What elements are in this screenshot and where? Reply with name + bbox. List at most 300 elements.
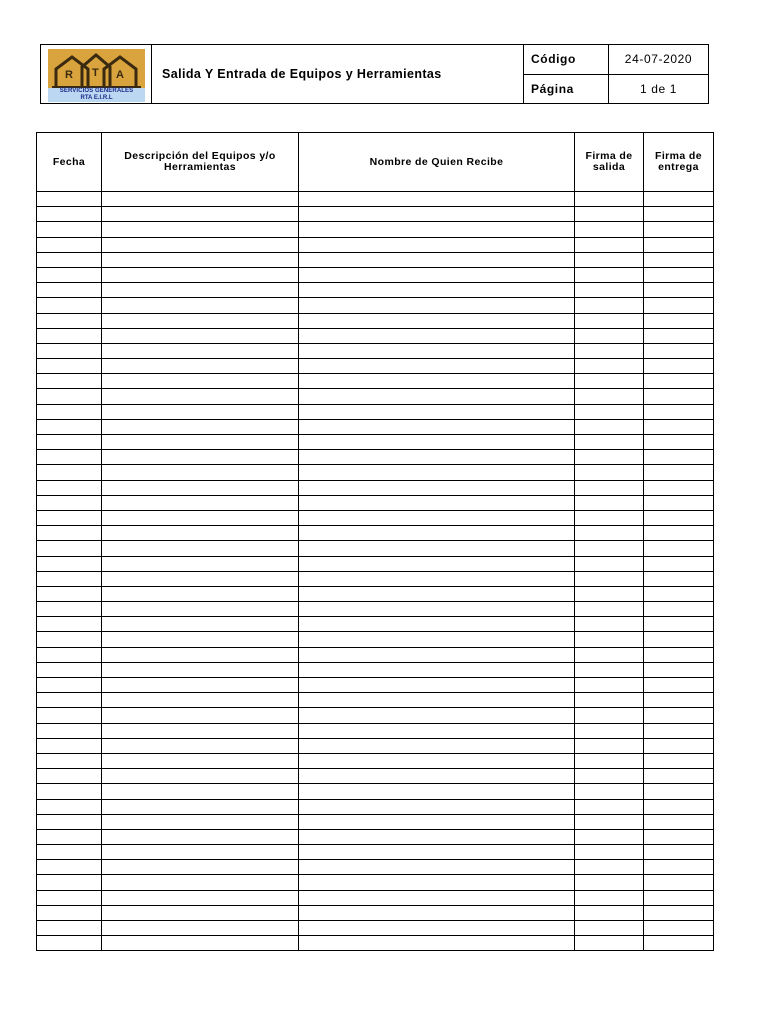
table-cell[interactable] <box>644 359 714 374</box>
table-cell[interactable] <box>299 662 575 677</box>
table-cell[interactable] <box>575 495 644 510</box>
column-header-fecha: Fecha <box>37 133 102 192</box>
table-cell[interactable] <box>102 678 299 693</box>
table-cell[interactable] <box>575 586 644 601</box>
table-cell[interactable] <box>575 799 644 814</box>
table-cell[interactable] <box>37 374 102 389</box>
table-cell[interactable] <box>102 860 299 875</box>
table-cell[interactable] <box>37 283 102 298</box>
table-cell[interactable] <box>644 845 714 860</box>
table-cell[interactable] <box>644 708 714 723</box>
table-cell[interactable] <box>102 328 299 343</box>
table-cell[interactable] <box>37 905 102 920</box>
table-cell[interactable] <box>299 343 575 358</box>
equipment-log-table <box>36 132 714 951</box>
table-cell[interactable] <box>575 632 644 647</box>
table-row <box>37 753 714 768</box>
table-cell[interactable] <box>575 875 644 890</box>
table-cell[interactable] <box>37 693 102 708</box>
table-cell[interactable] <box>37 723 102 738</box>
table-cell[interactable] <box>299 784 575 799</box>
table-cell[interactable] <box>644 678 714 693</box>
table-cell[interactable] <box>299 267 575 282</box>
table-cell[interactable] <box>102 571 299 586</box>
table-cell[interactable] <box>299 556 575 571</box>
table-cell[interactable] <box>102 875 299 890</box>
table-cell[interactable] <box>575 389 644 404</box>
table-row <box>37 662 714 677</box>
table-cell[interactable] <box>644 571 714 586</box>
table-cell[interactable] <box>644 298 714 313</box>
table-cell[interactable] <box>644 510 714 525</box>
table-cell[interactable] <box>102 936 299 951</box>
table-row <box>37 328 714 343</box>
table-cell[interactable] <box>575 723 644 738</box>
table-row <box>37 237 714 252</box>
table-cell[interactable] <box>575 678 644 693</box>
table-cell[interactable] <box>37 647 102 662</box>
table-cell[interactable] <box>575 465 644 480</box>
logo-letter-a: A <box>116 69 124 81</box>
table-cell[interactable] <box>102 632 299 647</box>
table-row <box>37 875 714 890</box>
table-cell[interactable] <box>102 602 299 617</box>
table-cell[interactable] <box>102 480 299 495</box>
table-cell[interactable] <box>575 693 644 708</box>
table-cell[interactable] <box>575 602 644 617</box>
table-cell[interactable] <box>299 753 575 768</box>
table-cell[interactable] <box>644 936 714 951</box>
table-cell[interactable] <box>37 738 102 753</box>
table-cell[interactable] <box>575 738 644 753</box>
table-cell[interactable] <box>37 207 102 222</box>
table-row <box>37 693 714 708</box>
table-cell[interactable] <box>299 283 575 298</box>
table-cell[interactable] <box>644 237 714 252</box>
table-cell[interactable] <box>299 359 575 374</box>
table-cell[interactable] <box>37 435 102 450</box>
table-cell[interactable] <box>575 435 644 450</box>
table-cell[interactable] <box>299 419 575 434</box>
table-cell[interactable] <box>575 267 644 282</box>
table-cell[interactable] <box>644 693 714 708</box>
table-cell[interactable] <box>102 586 299 601</box>
table-cell[interactable] <box>575 510 644 525</box>
table-cell[interactable] <box>37 222 102 237</box>
table-cell[interactable] <box>644 602 714 617</box>
table-row <box>37 267 714 282</box>
table-cell[interactable] <box>575 480 644 495</box>
table-cell[interactable] <box>37 237 102 252</box>
table-row <box>37 283 714 298</box>
table-cell[interactable] <box>299 693 575 708</box>
table-cell[interactable] <box>299 237 575 252</box>
column-header-nombre: Nombre de Quien Recibe <box>299 133 575 192</box>
table-cell[interactable] <box>575 541 644 556</box>
table-cell[interactable] <box>299 510 575 525</box>
table-cell[interactable] <box>37 359 102 374</box>
table-cell[interactable] <box>299 313 575 328</box>
table-cell[interactable] <box>299 298 575 313</box>
table-cell[interactable] <box>299 905 575 920</box>
table-cell[interactable] <box>644 632 714 647</box>
table-row <box>37 343 714 358</box>
table-row <box>37 222 714 237</box>
table-row <box>37 936 714 951</box>
table-cell[interactable] <box>299 571 575 586</box>
table-cell[interactable] <box>575 845 644 860</box>
table-cell[interactable] <box>299 602 575 617</box>
table-cell[interactable] <box>102 617 299 632</box>
table-cell[interactable] <box>37 678 102 693</box>
table-cell[interactable] <box>644 647 714 662</box>
table-cell[interactable] <box>644 465 714 480</box>
table-cell[interactable] <box>37 860 102 875</box>
table-cell[interactable] <box>299 829 575 844</box>
table-cell[interactable] <box>102 845 299 860</box>
table-cell[interactable] <box>102 693 299 708</box>
table-cell[interactable] <box>37 632 102 647</box>
table-cell[interactable] <box>299 450 575 465</box>
table-cell[interactable] <box>299 389 575 404</box>
table-cell[interactable] <box>644 723 714 738</box>
table-cell[interactable] <box>102 753 299 768</box>
table-cell[interactable] <box>644 875 714 890</box>
table-row <box>37 526 714 541</box>
table-cell[interactable] <box>575 860 644 875</box>
table-cell[interactable] <box>102 252 299 267</box>
table-cell[interactable] <box>102 343 299 358</box>
table-cell[interactable] <box>102 267 299 282</box>
table-cell[interactable] <box>37 526 102 541</box>
table-cell[interactable] <box>37 328 102 343</box>
table-cell[interactable] <box>37 571 102 586</box>
table-cell[interactable] <box>299 921 575 936</box>
table-cell[interactable] <box>644 860 714 875</box>
table-cell[interactable] <box>299 207 575 222</box>
table-row <box>37 313 714 328</box>
table-cell[interactable] <box>299 936 575 951</box>
table-cell[interactable] <box>644 738 714 753</box>
table-cell[interactable] <box>644 343 714 358</box>
table-cell[interactable] <box>644 784 714 799</box>
code-value: 24-07-2020 <box>609 45 709 75</box>
table-cell[interactable] <box>102 556 299 571</box>
table-cell[interactable] <box>644 283 714 298</box>
table-cell[interactable] <box>299 708 575 723</box>
document-title: Salida Y Entrada de Equipos y Herramientas <box>152 45 524 104</box>
table-cell[interactable] <box>37 890 102 905</box>
logo-line-1: SERVICIOS GENERALES <box>59 88 134 94</box>
table-cell[interactable] <box>644 267 714 282</box>
table-cell[interactable] <box>102 495 299 510</box>
table-cell[interactable] <box>37 753 102 768</box>
table-cell[interactable] <box>299 374 575 389</box>
table-cell[interactable] <box>37 465 102 480</box>
table-cell[interactable] <box>644 450 714 465</box>
table-row <box>37 450 714 465</box>
table-cell[interactable] <box>575 936 644 951</box>
table-row <box>37 495 714 510</box>
table-cell[interactable] <box>299 632 575 647</box>
table-cell[interactable] <box>575 829 644 844</box>
table-cell[interactable] <box>299 769 575 784</box>
table-cell[interactable] <box>299 738 575 753</box>
table-row <box>37 829 714 844</box>
table-cell[interactable] <box>102 389 299 404</box>
table-cell[interactable] <box>299 875 575 890</box>
table-cell[interactable] <box>644 769 714 784</box>
table-cell[interactable] <box>575 556 644 571</box>
table-row <box>37 738 714 753</box>
table-cell[interactable] <box>644 207 714 222</box>
table-body <box>37 192 714 951</box>
column-header-firma-entrega: Firma de entrega <box>644 133 714 192</box>
table-cell[interactable] <box>37 556 102 571</box>
table-cell[interactable] <box>102 419 299 434</box>
table-cell[interactable] <box>575 359 644 374</box>
table-cell[interactable] <box>575 450 644 465</box>
table-row <box>37 860 714 875</box>
table-cell[interactable] <box>644 419 714 434</box>
table-row <box>37 510 714 525</box>
table-cell[interactable] <box>299 890 575 905</box>
table-row <box>37 419 714 434</box>
table-cell[interactable] <box>37 921 102 936</box>
table-cell[interactable] <box>37 389 102 404</box>
table-cell[interactable] <box>102 404 299 419</box>
logo-cell <box>41 45 152 104</box>
table-cell[interactable] <box>102 237 299 252</box>
table-cell[interactable] <box>575 708 644 723</box>
table-cell[interactable] <box>102 450 299 465</box>
table-cell[interactable] <box>37 602 102 617</box>
table-row <box>37 465 714 480</box>
table-cell[interactable] <box>299 814 575 829</box>
table-cell[interactable] <box>299 222 575 237</box>
table-cell[interactable] <box>575 404 644 419</box>
table-row <box>37 192 714 207</box>
table-cell[interactable] <box>102 647 299 662</box>
company-logo <box>48 49 145 102</box>
table-row <box>37 905 714 920</box>
table-cell[interactable] <box>102 192 299 207</box>
table-cell[interactable] <box>644 328 714 343</box>
table-cell[interactable] <box>575 343 644 358</box>
table-cell[interactable] <box>102 662 299 677</box>
table-cell[interactable] <box>299 435 575 450</box>
page-value: 1 de 1 <box>609 74 709 104</box>
table-row <box>37 252 714 267</box>
table-cell[interactable] <box>102 738 299 753</box>
table-cell[interactable] <box>102 541 299 556</box>
table-cell[interactable] <box>575 419 644 434</box>
table-cell[interactable] <box>37 252 102 267</box>
table-cell[interactable] <box>299 526 575 541</box>
table-cell[interactable] <box>575 252 644 267</box>
table-cell[interactable] <box>37 784 102 799</box>
table-cell[interactable] <box>37 404 102 419</box>
table-row <box>37 389 714 404</box>
table-cell[interactable] <box>37 192 102 207</box>
table-cell[interactable] <box>102 708 299 723</box>
table-cell[interactable] <box>37 541 102 556</box>
table-cell[interactable] <box>102 435 299 450</box>
table-cell[interactable] <box>299 723 575 738</box>
table-cell[interactable] <box>644 222 714 237</box>
table-cell[interactable] <box>37 799 102 814</box>
table-cell[interactable] <box>299 860 575 875</box>
table-cell[interactable] <box>102 905 299 920</box>
table-cell[interactable] <box>644 829 714 844</box>
table-cell[interactable] <box>102 222 299 237</box>
column-header-descripcion: Descripción del Equipos y/o Herramientas <box>102 133 299 192</box>
table-row <box>37 647 714 662</box>
table-cell[interactable] <box>37 845 102 860</box>
column-header-firma-salida: Firma de salida <box>575 133 644 192</box>
table-cell[interactable] <box>644 495 714 510</box>
table-cell[interactable] <box>644 617 714 632</box>
table-cell[interactable] <box>575 571 644 586</box>
table-cell[interactable] <box>575 526 644 541</box>
table-cell[interactable] <box>102 829 299 844</box>
table-cell[interactable] <box>102 510 299 525</box>
table-cell[interactable] <box>37 769 102 784</box>
table-cell[interactable] <box>575 905 644 920</box>
table-cell[interactable] <box>102 526 299 541</box>
table-cell[interactable] <box>37 617 102 632</box>
table-cell[interactable] <box>575 298 644 313</box>
table-cell[interactable] <box>299 586 575 601</box>
table-cell[interactable] <box>575 814 644 829</box>
table-cell[interactable] <box>575 890 644 905</box>
table-cell[interactable] <box>102 921 299 936</box>
table-cell[interactable] <box>102 784 299 799</box>
table-cell[interactable] <box>575 374 644 389</box>
table-row <box>37 480 714 495</box>
table-cell[interactable] <box>644 799 714 814</box>
table-cell[interactable] <box>644 192 714 207</box>
table-cell[interactable] <box>644 526 714 541</box>
table-cell[interactable] <box>299 328 575 343</box>
table-cell[interactable] <box>102 207 299 222</box>
table-cell[interactable] <box>299 480 575 495</box>
table-cell[interactable] <box>644 541 714 556</box>
table-row <box>37 571 714 586</box>
table-cell[interactable] <box>575 192 644 207</box>
table-cell[interactable] <box>37 936 102 951</box>
table-cell[interactable] <box>575 313 644 328</box>
table-cell[interactable] <box>37 450 102 465</box>
logo-letter-r: R <box>65 69 73 81</box>
table-cell[interactable] <box>299 617 575 632</box>
table-cell[interactable] <box>37 708 102 723</box>
table-cell[interactable] <box>299 845 575 860</box>
table-cell[interactable] <box>37 267 102 282</box>
table-cell[interactable] <box>575 769 644 784</box>
table-row <box>37 586 714 601</box>
table-cell[interactable] <box>37 419 102 434</box>
table-cell[interactable] <box>37 480 102 495</box>
table-cell[interactable] <box>575 647 644 662</box>
table-cell[interactable] <box>299 252 575 267</box>
table-cell[interactable] <box>37 343 102 358</box>
table-cell[interactable] <box>37 829 102 844</box>
table-cell[interactable] <box>575 784 644 799</box>
logo-text-band <box>48 88 145 102</box>
table-cell[interactable] <box>102 298 299 313</box>
table-cell[interactable] <box>37 510 102 525</box>
table-cell[interactable] <box>644 905 714 920</box>
table-cell[interactable] <box>299 192 575 207</box>
table-cell[interactable] <box>102 814 299 829</box>
table-cell[interactable] <box>575 328 644 343</box>
table-cell[interactable] <box>575 753 644 768</box>
table-cell[interactable] <box>575 237 644 252</box>
table-cell[interactable] <box>299 465 575 480</box>
table-cell[interactable] <box>102 769 299 784</box>
table-cell[interactable] <box>644 374 714 389</box>
table-cell[interactable] <box>299 799 575 814</box>
table-cell[interactable] <box>37 662 102 677</box>
table-cell[interactable] <box>644 480 714 495</box>
table-row <box>37 435 714 450</box>
table-cell[interactable] <box>575 617 644 632</box>
table-cell[interactable] <box>37 814 102 829</box>
table-cell[interactable] <box>299 678 575 693</box>
table-cell[interactable] <box>644 662 714 677</box>
table-cell[interactable] <box>644 313 714 328</box>
table-cell[interactable] <box>644 890 714 905</box>
table-row <box>37 617 714 632</box>
table-cell[interactable] <box>102 723 299 738</box>
table-cell[interactable] <box>644 586 714 601</box>
table-cell[interactable] <box>644 814 714 829</box>
table-cell[interactable] <box>644 435 714 450</box>
table-cell[interactable] <box>102 374 299 389</box>
table-cell[interactable] <box>102 890 299 905</box>
table-cell[interactable] <box>644 556 714 571</box>
code-label: Código <box>524 45 609 75</box>
table-cell[interactable] <box>299 541 575 556</box>
table-cell[interactable] <box>575 207 644 222</box>
table-header-row <box>37 133 714 192</box>
table-cell[interactable] <box>644 252 714 267</box>
table-cell[interactable] <box>102 359 299 374</box>
table-cell[interactable] <box>37 875 102 890</box>
table-cell[interactable] <box>37 586 102 601</box>
table-row <box>37 556 714 571</box>
table-cell[interactable] <box>37 495 102 510</box>
table-cell[interactable] <box>644 404 714 419</box>
table-cell[interactable] <box>37 298 102 313</box>
table-cell[interactable] <box>299 495 575 510</box>
table-cell[interactable] <box>37 313 102 328</box>
table-cell[interactable] <box>299 647 575 662</box>
table-cell[interactable] <box>102 799 299 814</box>
table-cell[interactable] <box>644 389 714 404</box>
table-cell[interactable] <box>575 283 644 298</box>
table-cell[interactable] <box>102 283 299 298</box>
table-cell[interactable] <box>575 222 644 237</box>
table-cell[interactable] <box>575 662 644 677</box>
table-cell[interactable] <box>102 313 299 328</box>
table-cell[interactable] <box>644 921 714 936</box>
table-cell[interactable] <box>644 753 714 768</box>
table-cell[interactable] <box>575 921 644 936</box>
table-cell[interactable] <box>299 404 575 419</box>
table-cell[interactable] <box>102 465 299 480</box>
